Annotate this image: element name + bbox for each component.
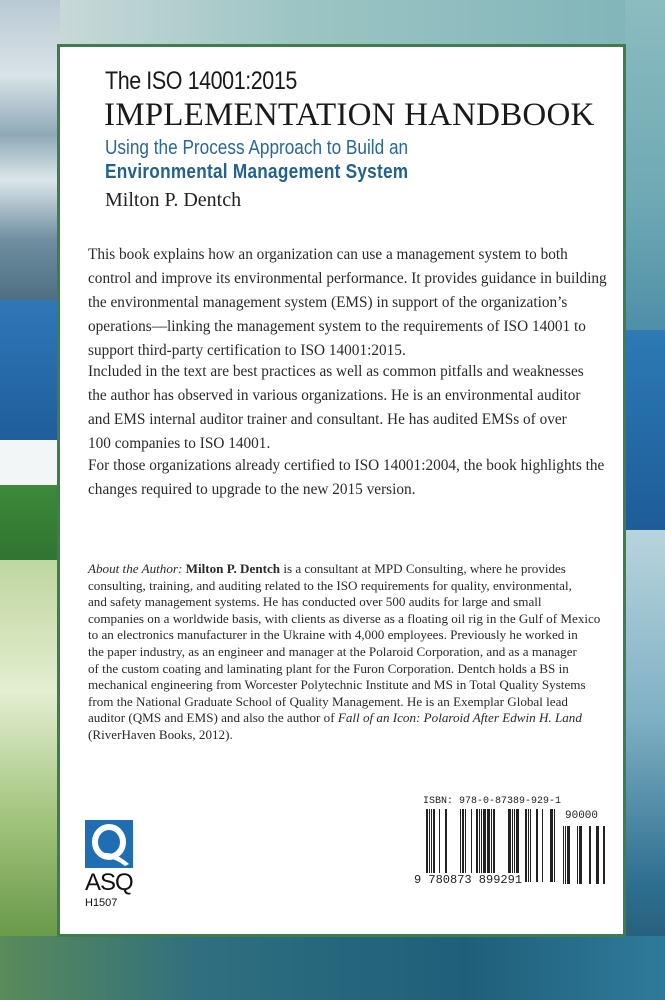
title-line-2: IMPLEMENTATION HANDBOOK xyxy=(104,97,595,133)
description-paragraph xyxy=(88,360,584,456)
subtitle-line-2: Environmental Management System xyxy=(105,161,409,183)
ean-number: 9 780873 899291 xyxy=(414,873,523,887)
background-photo-sky xyxy=(60,0,665,45)
background-bottom-strip xyxy=(0,936,665,1000)
paragraph-line: control and improve its environmental performance. It provides guidance in building xyxy=(88,270,607,287)
background-photo-water-right xyxy=(625,530,665,1000)
bio-line xyxy=(88,710,600,727)
bio-line: of the custom coating and laminating plant for the Furon Corporation. Dentch holds a BS in xyxy=(88,660,569,676)
background-photo-sky-right xyxy=(625,0,665,330)
bio-line: mechanical engineering from Worcester Polytechnic Institute and MS in Total Quality Systems xyxy=(88,677,586,693)
subtitle-line-1: Using the Process Approach to Build an xyxy=(105,137,409,159)
publisher-logo-text: ASQ xyxy=(85,869,133,896)
bio-line: and safety management systems. He has conducted over 500 audits for large and small xyxy=(88,594,542,610)
bio-line: companies on a worldwide basis, with clients as diverse as a floating oil rig in the Gulf of Mexico xyxy=(88,610,601,626)
asq-logo-icon xyxy=(85,820,133,868)
title-line-1: The ISO 14001:2015 xyxy=(105,67,297,95)
paragraph-line: the environmental management system (EMS) in support of the organization’s xyxy=(88,294,568,311)
bio-line: the paper industry, as an engineer and manager at the Polaroid Corporation, and as a manager xyxy=(88,643,577,659)
bio-line: to an electronics manufacturer in the Ukraine with 4,000 employees. Previously he worked in xyxy=(88,627,578,643)
paragraph-line: Included in the text are best practices as well as common pitfalls and weaknesses xyxy=(88,363,584,380)
background-photo-grass xyxy=(0,560,60,1000)
author-name: Milton P. Dentch xyxy=(105,189,242,211)
isbn: ISBN: 978-0-87389-929-1 xyxy=(423,796,562,807)
paragraph-line: operations—linking the management system to the requirements of ISO 14001 to xyxy=(88,318,586,335)
paragraph-line: and EMS internal auditor trainer and consultant. He has audited EMSs of over xyxy=(88,411,567,428)
description-paragraph xyxy=(88,243,607,363)
bio-line: (RiverHaven Books, 2012). xyxy=(88,726,233,742)
paragraph-line: For those organizations already certified to ISO 14001:2004, the book highlights the xyxy=(88,457,605,474)
price-code: 90000 xyxy=(565,810,599,822)
about-author xyxy=(88,561,600,744)
background-green-band xyxy=(0,485,60,560)
bio-line: from the National Graduate School of Quality Management. He is an Exemplar Global lead xyxy=(88,693,568,709)
description-paragraph xyxy=(88,454,604,502)
price-barcode-icon xyxy=(563,826,608,884)
background-photo-water xyxy=(0,0,60,300)
back-cover-panel xyxy=(57,44,626,937)
bio-line xyxy=(88,561,600,578)
product-code: H1507 xyxy=(85,897,118,909)
bio-first-line: is a consultant at MPD Consulting, where he provides xyxy=(280,561,566,576)
bio-label: About the Author: xyxy=(88,561,183,576)
bio-lines xyxy=(88,578,600,711)
background-white-band xyxy=(0,440,60,485)
background-blue-band xyxy=(0,300,60,440)
barcode-icon xyxy=(423,809,555,882)
bio-book-title: Fall of an Icon: Polaroid After Edwin H. Land xyxy=(337,710,582,726)
background-blue-band-right xyxy=(625,330,665,530)
bio-text: auditor (QMS and EMS) and also the author of xyxy=(88,710,338,726)
paragraph-line: changes required to upgrade to the new 2015 version. xyxy=(88,481,416,498)
paragraph-line: the author has observed in various organizations. He is an environmental auditor xyxy=(88,387,581,404)
paragraph-line: support third-party certification to ISO 14001:2015. xyxy=(88,342,406,359)
paragraph-line: 100 companies to ISO 14001. xyxy=(88,435,271,452)
bio-line: consulting, training, and auditing related to the ISO requirements for quality, environmental, xyxy=(88,577,572,593)
bio-name: Milton P. Dentch xyxy=(185,561,281,576)
paragraph-line: This book explains how an organization can use a management system to both xyxy=(88,246,568,263)
